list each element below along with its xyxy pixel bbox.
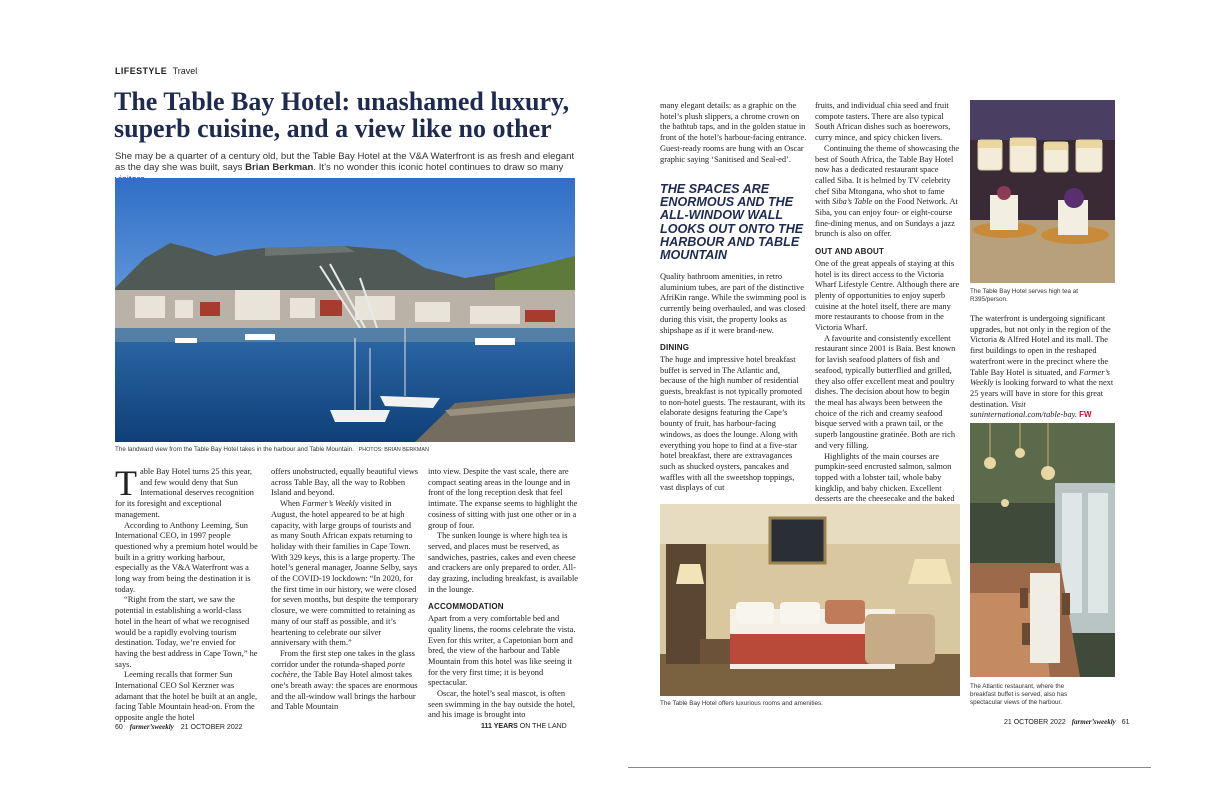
section-sub: Travel [172,66,198,76]
left-page-number: 60 [115,724,123,731]
right-page-number: 61 [1121,719,1130,726]
subhead-dining: DINING [660,343,690,353]
col4-paragraph-1: many elegant details: as a graphic on the hotel’s plush slippers, a chrome crown on the bathtub taps, and in the golden statue in front of the hotel’s harbour-facing entrance. Guest-ready rooms are hung with an Oscar graphic saying ‘Sanitised and Seal-ed’. [660,101,807,164]
brand-logo-right: farmer’sweekly [1071,718,1116,726]
col3-paragraph-4: Oscar, the hotel’s seal mascot, is often seen swimming in the bay outside the hotel, and his image is brought into [428,689,576,720]
subhead-out-and-about: OUT AND ABOUT [815,247,885,257]
standfirst-text-end: . It’s no wonder this iconic hotel continues to draw so many [313,162,564,174]
hotel-room-image [660,504,960,696]
col3-paragraph-3: Apart from a very comfortable bed and quality linens, the rooms celebrate the vista. Even for this writer, a Capetonian born and bred, the view of the harbour and Table Mountain from this hotel was like seeing it for the very first time; it is beyond spectacular. [428,614,576,688]
atlantic-restaurant-photo [970,423,1115,677]
right-date: 21 OCTOBER 2022 [1004,719,1066,726]
left-folio [115,723,243,731]
dropcap: T [115,463,137,503]
brand-logo-left: farmer’sweekly [129,723,174,731]
article-column-5 [815,101,960,516]
high-tea-image [970,100,1115,283]
col2-paragraph-3: From the first step one takes in the glass corridor under the rotunda-shaped porte cochère, the Table Bay Hotel almost takes one’s breath away: the spaces are enormous and the all-window wall brings the harbour and Table Mountain [271,648,418,712]
col5-paragraph-5: Highlights of the main courses are pumpkin-seed encrusted salmon, salmon topped with a lobster tail, whole baby kingklip, and baby chicken. Excellent desserts are the cheesecake and the baked [815,451,955,504]
visit-link-text: Visit suninternational.com/table-bay. [970,399,1078,420]
section-label: LIFESTYLE [115,66,168,76]
main-photo [115,178,575,442]
atlantic-restaurant-image [970,423,1115,677]
headline: The Table Bay Hotel: unashamed luxury, superb cuisine, and a view like no other [114,87,570,143]
col1-paragraph-1: able Bay Hotel turns 25 this year, and few would deny that Sun International deserves recognition for its foresight and exceptional management. [115,467,254,519]
atlantic-caption: The Atlantic restaurant, where the breakfast buffet is served, also has spectacular views of the harbour. [970,683,1068,706]
hotel-room-photo [660,504,960,696]
right-folio [1004,718,1130,726]
article-column-3 [428,467,578,721]
col2-paragraph-2: When Farmer’s Weekly visited in August, the hotel appeared to be at high capacity, with large groups of tourists and as many South African expats returning to holiday with their families in Cape Town. With 329 keys, this is a large property. The hotel’s general manager, Joanne Selby, says of the COVID-19 lockdown: “In 2020, for the first time in our history, we were closed for seven months, but despite the temporary closure, we were committed to retaining as many of our staff as possible, and it’s heartening to celebrate our silver anniversary with them.” [271,499,419,648]
col2-paragraph-1: offers unobstructed, equally beautiful views across Table Bay, all the way to Robben Island and beyond. [271,467,419,498]
col5-paragraph-4: A favourite and consistently excellent restaurant since 2001 is Baia. Best known for lavish seafood platters of fish and seafood, typically butterflied and grilled, they also offer excellent meat and poultry dishes. The decision about how to begin the meal has always been between the choice of the rich and creamy seafood bisque served with a prawn tail, or the superb langoustine gratinée. Both are rich and very filling. [815,333,956,450]
section-tag [115,66,197,76]
page-bottom-rule [628,767,1151,768]
col1-paragraph-4: Leeming recalls that former Sun International CEO Sol Kerzner was adamant that the hotel be built at an angle, facing Table Mountain head-on. From the opposite angle the hotel [115,670,258,723]
standfirst-author: Brian Berkman [245,162,314,174]
left-date: 21 OCTOBER 2022 [180,724,243,731]
col6-paragraph-1: The waterfront is undergoing significant upgrades, but not only in the region of the Victoria & Alfred Hotel and its mall. The first buildings to open in the reshaped waterfront were in the precinct where the Table Bay Hotel is situated, and Farmer’s Weekly is looking forward to what the next 25 years will have in store for this great destination. Visit suninternational.com/table-bay. FW [970,314,1114,420]
col5-paragraph-2: Continuing the theme of showcasing the best of South Africa, the Table Bay Hotel now has a dedicated restaurant space called Siba. It is helmed by TV celebrity chef Siba Mtongana, who shot to fame with Siba’s Table on the Food Network. At Siba, you can enjoy four- or eight-course fine-dining menus, and on Sundays a jazz brunch is also on offer. [815,143,960,239]
end-sign: FW [1079,410,1092,420]
col5-paragraph-1: fruits, and individual chia seed and fruit compote tasters. There are also typical South African dishes such as boerewors, curry mince, and spicy chicken livers. [815,101,951,143]
main-caption-text: The landward view from the Table Bay Hotel takes in the harbour and Table Mountain. [115,446,354,453]
center-folio-rest: ON THE LAND [519,723,567,730]
article-column-2 [271,467,419,713]
col4-paragraph-3: The huge and impressive hotel breakfast buffet is served in The Atlantic and, because of the high number of residential guests, breakfast is not typically promoted to non-hotel guests. The restaurant, with its elaborate designs featuring the Cape’s bounty of fruit, has harbour-facing windows, as does the lounge. Along with everything you hope to find at a five-star hotel breakfast, there are extravagances such as shucked oysters, pancakes and waffles with all the sweetshop toppings, vast displays of cut [660,354,805,493]
hotel-room-caption: The Table Bay Hotel offers luxurious rooms and amenities. [660,700,823,707]
article-column-4-cont [660,272,808,494]
harbour-photo-image [115,178,575,442]
col5-paragraph-3: One of the great appeals of staying at this hotel is its direct access to the Victoria Wharf Lifestyle Centre. Although there are plenty of opportunities to enjoy superb cuisine at the hotel itself, there are many more restaurants to choose from in the Victoria Wharf. [815,258,960,333]
col1-paragraph-2: According to Anthony Leeming, Sun International CEO, in 1997 people questioned why a premium hotel would be built in a gritty working harbour, especially as the V&A Waterfront was a long way from being the destination it is today. [115,520,258,594]
col3-paragraph-1: into view. Despite the vast scale, there are compact seating areas in the lounge and in front of the long reception desk that feel intimate. The expanse seems to highlight the cosiness of sitting with just one other or in a group of four. [428,467,578,530]
main-photo-caption [115,446,575,454]
center-folio-bold: 111 YEARS [481,723,518,730]
standfirst-text: She may be a quarter of a century old, but the Table Bay Hotel at the V&A Waterfront is as fresh and elegant as the day she was built, says [115,151,575,174]
high-tea-photo [970,100,1115,283]
article-column-1 [115,463,260,724]
col3-paragraph-2: The sunken lounge is where high tea is served, and places must be reserved, as sandwiches, pastries, cakes and even cheese and crackers are only prepared to order. All-day grazing, including breakfast, is available in the lounge. [428,531,578,594]
photo-credit: PHOTOS: BRIAN BERKMAN [358,447,429,453]
center-folio [481,723,567,730]
article-column-6 [970,314,1115,421]
high-tea-caption: The Table Bay Hotel serves high tea at R395/person. [970,288,1079,303]
col1-paragraph-3: “Right from the start, we saw the potential in establishing a world-class hotel in the heart of what we recognised would be a rapidly evolving tourism destination. Today, we’re envied for having the best address in Cape Town,” he says. [115,595,258,669]
col4-paragraph-2: Quality bathroom amenities, in retro aluminium tubes, are part of the distinctive AfriKin range. While the swimming pool is currently being overhauled, and was closed during this visit, the property looks as shipshape as if it were brand-new. [660,272,807,335]
pull-quote: THE SPACES ARE ENORMOUS AND THE ALL-WINDOW WALL LOOKS OUT ONTO THE HARBOUR AND TABLE MOUNTAIN [660,182,804,263]
subhead-accommodation: ACCOMMODATION [428,602,504,612]
article-column-4 [660,101,808,165]
